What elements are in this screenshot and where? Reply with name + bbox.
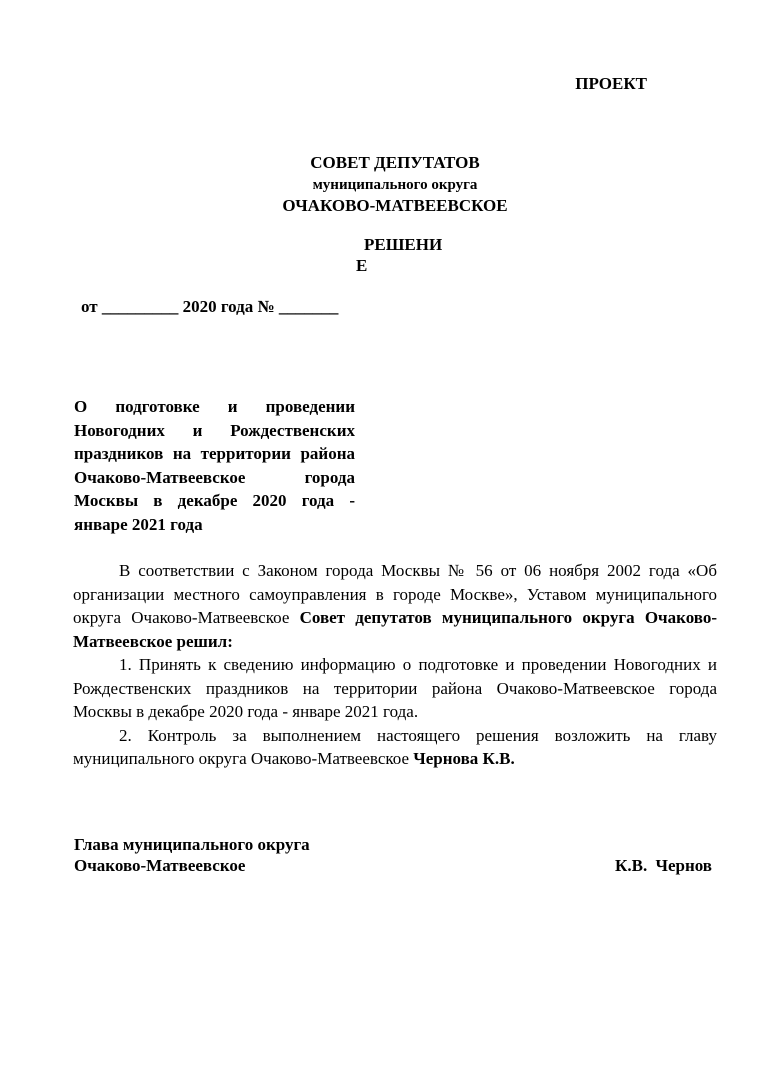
subject-line: январе 2021 года	[74, 514, 203, 534]
item2-responsible: Чернова К.В.	[413, 749, 515, 768]
preamble-resolution: Совет депутатов муниципального округа Очаково-Матвеевское решил:	[73, 608, 718, 651]
organization-subtitle: муниципального округа	[312, 177, 478, 193]
signature-title-line2: Очаково-Матвеевское	[74, 856, 246, 875]
subject-line: праздников на территории района	[74, 444, 355, 463]
organization-title: СОВЕТ ДЕПУТАТОВ	[310, 153, 480, 172]
preamble-paragraph	[73, 559, 717, 653]
draft-stamp: ПРОЕКТ	[575, 74, 647, 93]
preamble-text: В соответствии с Законом города Москвы № 56 от 06 ноября 2002 года «Об организации местного самоуправления в городе Москве», Уставом муниципального округа Очаково-Матвеевское	[73, 561, 717, 627]
decision-item-1: 1. Принять к сведению информацию о подготовке и проведении Новогодних и Рождественских праздников на территории района Очаково-Матвеевское города Москвы в декабре 2020 года - январе 2021 года.	[73, 655, 717, 721]
subject-line: Очаково-Матвеевское города	[74, 467, 355, 487]
signature-name: К.В. Чернов	[615, 856, 712, 875]
decision-item-2	[73, 724, 717, 771]
organization-name: ОЧАКОВО-МАТВЕЕВСКОЕ	[282, 196, 508, 215]
subject-line: О подготовке и проведении	[74, 397, 355, 416]
decision-subject	[74, 395, 355, 536]
decision-heading-part1: РЕШЕНИ	[364, 235, 443, 254]
subject-line: Москвы в декабре 2020 года -	[74, 491, 355, 510]
signature-title-line1: Глава муниципального округа	[74, 835, 310, 854]
subject-line: Новогодних и Рождественских	[74, 420, 355, 440]
item2-text: 2. Контроль за выполнением настоящего решения возложить на главу муниципального округа Очаково-Матвеевское	[73, 725, 717, 768]
decision-heading-part2: Е	[356, 256, 368, 275]
decision-body	[73, 559, 717, 771]
date-number-line: от _________ 2020 года № _______	[81, 297, 339, 316]
